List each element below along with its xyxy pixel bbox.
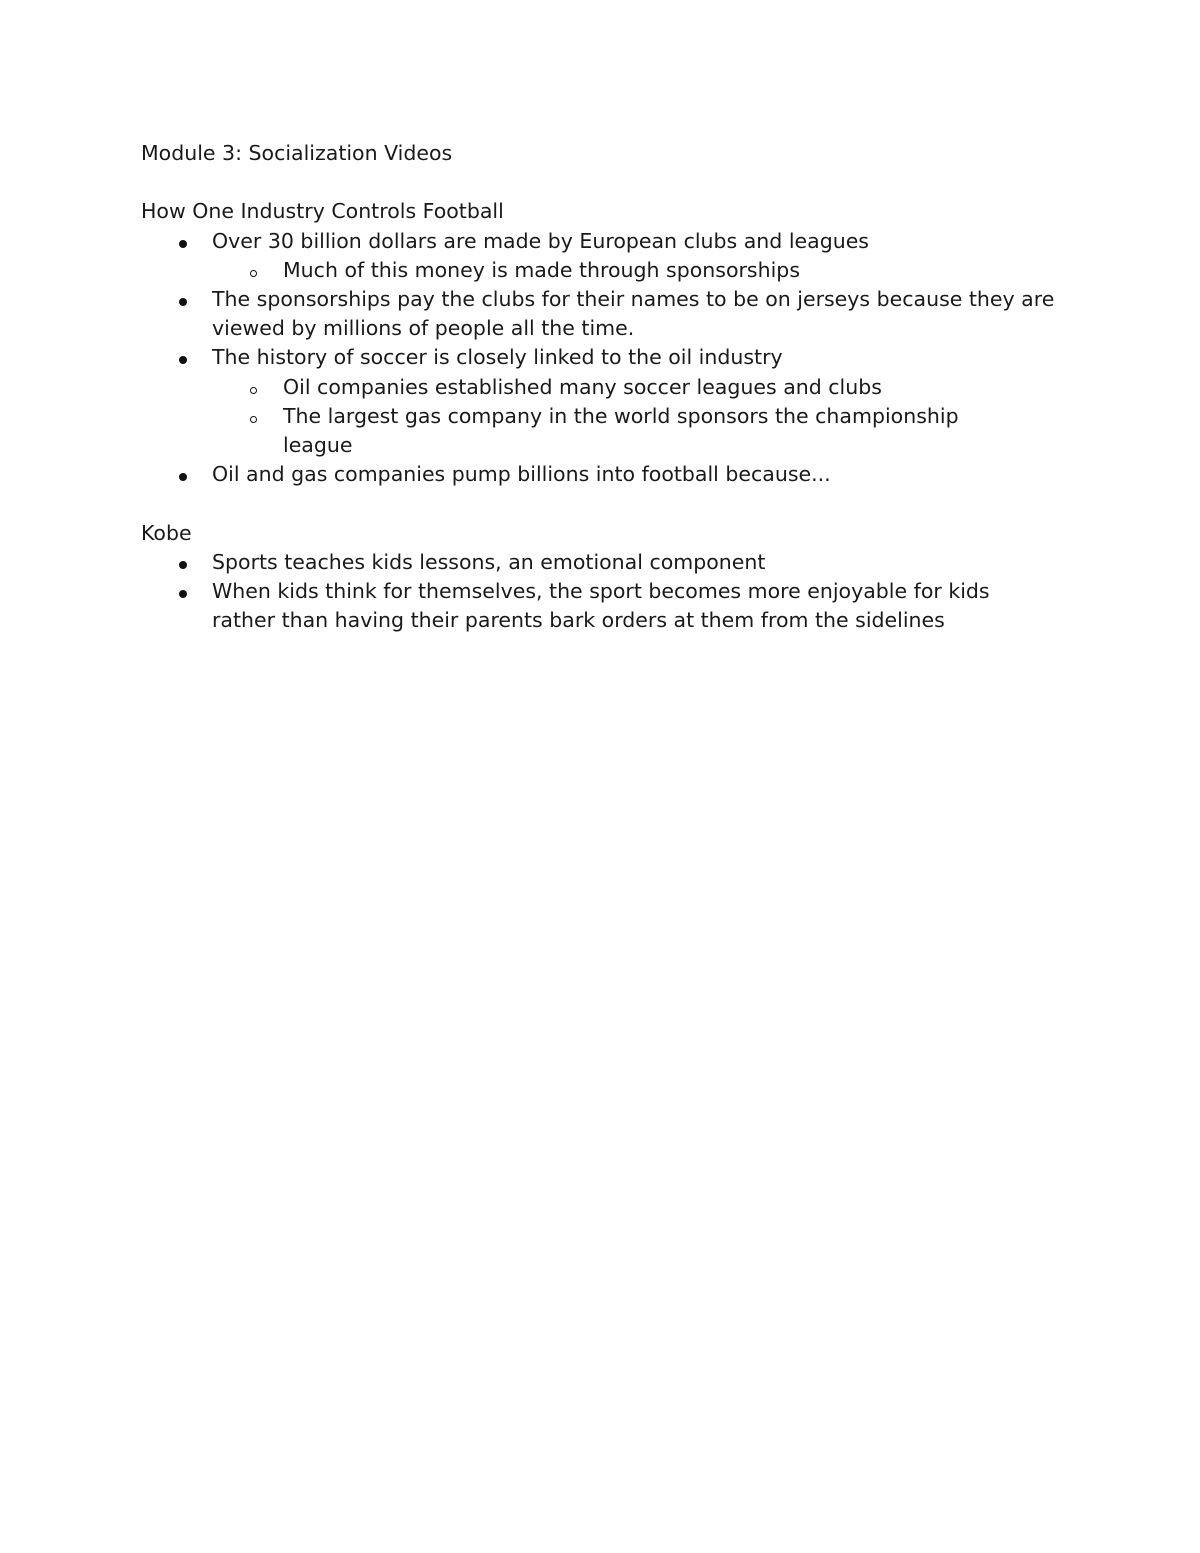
bullet-circle-icon <box>250 373 257 402</box>
bullet-circle-icon <box>250 256 257 285</box>
blank-line <box>141 168 1071 197</box>
bullet-list <box>141 227 1071 490</box>
bullet-list <box>141 548 1071 636</box>
sub-list-item: Oil companies established many soccer leagues and clubs <box>141 373 1071 402</box>
bullet-dot-icon <box>179 460 187 489</box>
list-item: The history of soccer is closely linked to the oil industry <box>141 343 1071 372</box>
sub-list-item: Much of this money is made through sponsorships <box>141 256 1071 285</box>
sub-list-item: The largest gas company in the world sponsors the championship league <box>141 402 1023 460</box>
bullet-dot-icon <box>179 227 187 256</box>
section-heading: How One Industry Controls Football <box>141 199 504 224</box>
bullet-dot-icon <box>179 577 187 606</box>
section-heading: Kobe <box>141 520 192 545</box>
list-item: Over 30 billion dollars are made by European clubs and leagues <box>141 227 1071 256</box>
bullet-dot-icon <box>179 343 187 372</box>
list-item: When kids think for themselves, the sport becomes more enjoyable for kids rather than having their parents bark orders at them from the sidelines <box>141 577 1047 635</box>
bullet-dot-icon <box>179 548 187 577</box>
document-title: Module 3: Socialization Videos <box>141 141 453 165</box>
document-body <box>141 139 1071 635</box>
list-item: The sponsorships pay the clubs for their names to be on jerseys because they are viewed by millions of people all the time. <box>141 285 1072 343</box>
bullet-dot-icon <box>179 285 187 314</box>
list-item: Sports teaches kids lessons, an emotional component <box>141 548 1071 577</box>
blank-line <box>141 489 1071 518</box>
bullet-circle-icon <box>250 402 257 431</box>
list-item: Oil and gas companies pump billions into football because... <box>141 460 1071 489</box>
